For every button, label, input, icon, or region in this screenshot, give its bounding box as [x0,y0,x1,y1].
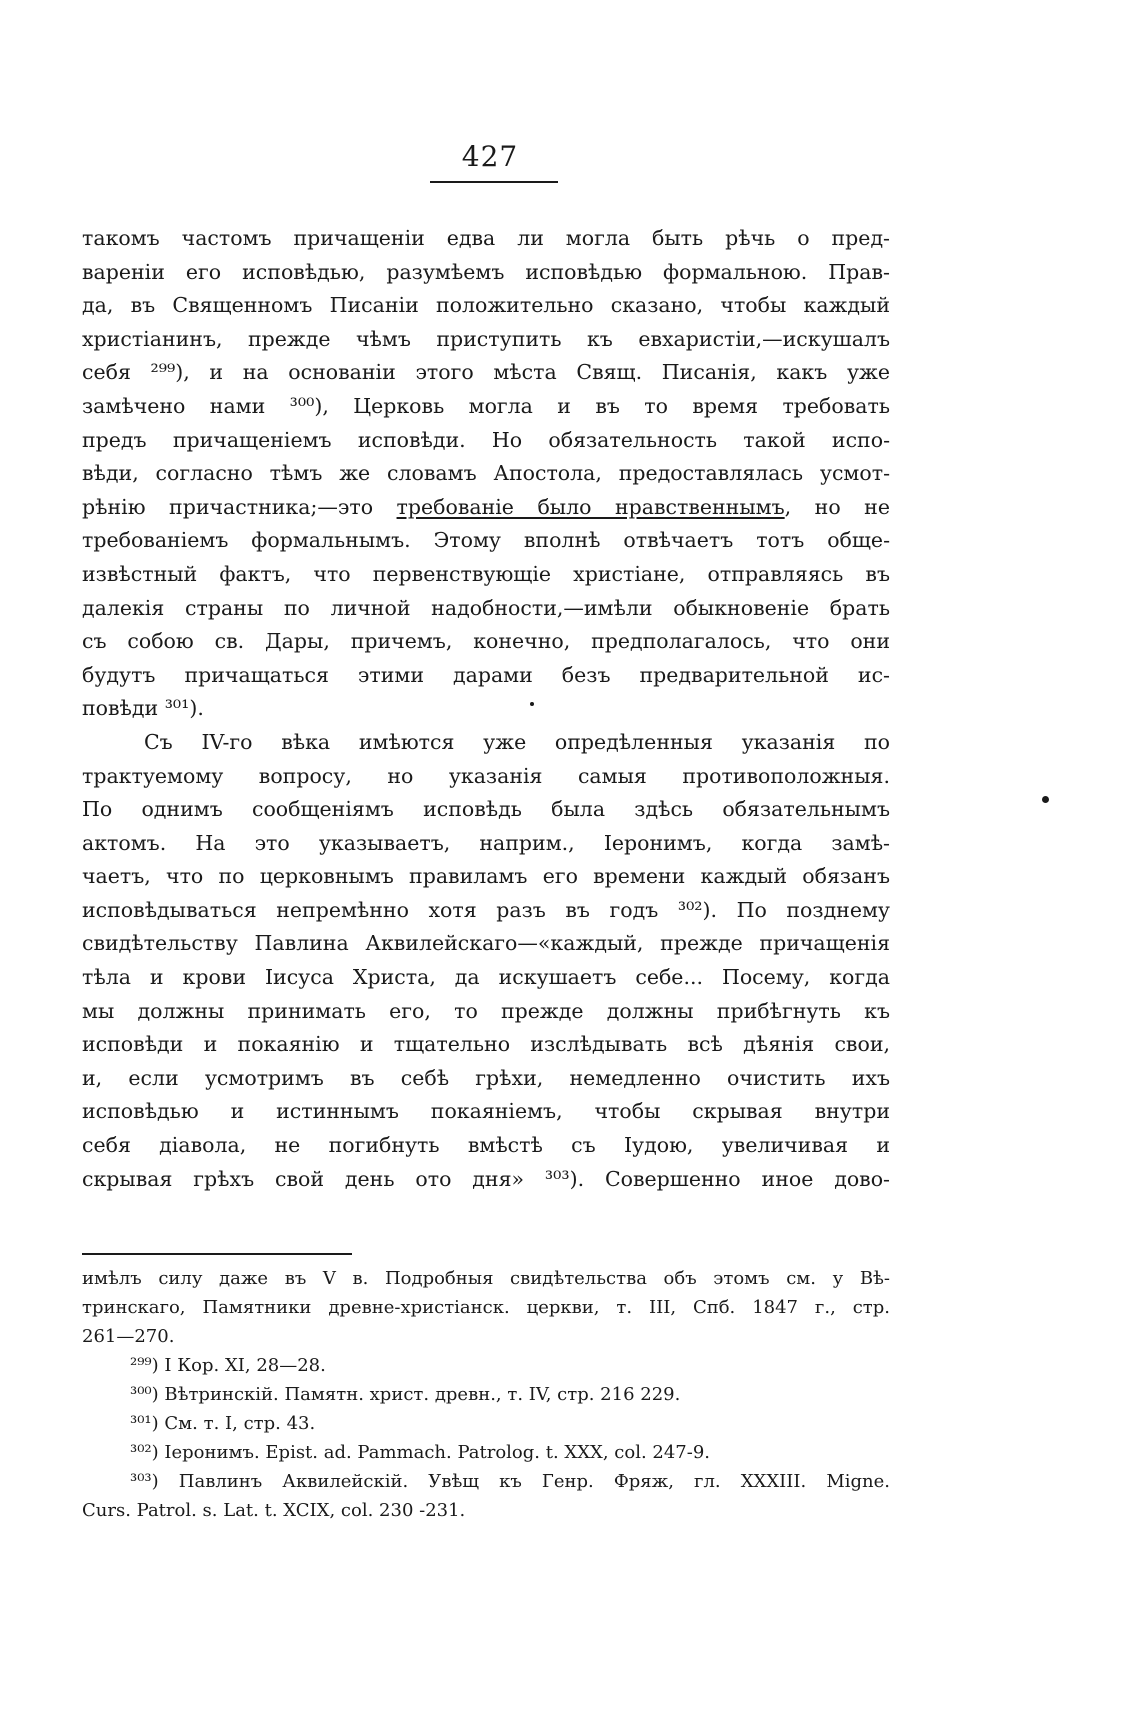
text-line: предъ причащеніемъ исповѣди. Но обязательность такой испо- [82,427,890,452]
text-line: исповѣдью и истиннымъ покаяніемъ, чтобы скрывая внутри [82,1099,890,1124]
text-line: По однимъ сообщеніямъ исповѣдь была здѣсь обязательнымъ [82,797,890,822]
text-line: такомъ частомъ причащеніи едва ли могла быть рѣчь о пред- [82,226,890,250]
footnotes [82,1264,890,1525]
text-line: трактуемому вопросу, но указанія самыя противоположныя. [82,763,890,788]
underlined-phrase: требованіе было нравственнымъ [396,494,785,519]
text-line: актомъ. На это указываетъ, наприм., Іеронимъ, когда замѣ- [82,830,890,855]
text-line: себя ²⁹⁹), и на основаніи этого мѣста Свящ. Писанія, какъ уже [82,360,890,385]
text-line: свидѣтельству Павлина Аквилейскаго—«каждый, прежде причащенія [82,931,890,956]
text-line: требованіемъ формальнымъ. Этому вполнѣ отвѣчаетъ тотъ обще- [82,528,890,553]
footnote-line: имѣлъ силу даже въ V в. Подробныя свидѣтельства объ этомъ см. у Вѣ- [82,1268,890,1289]
text-line: повѣди ³⁰¹). [82,696,204,721]
text-line: исповѣдываться непремѣнно хотя разъ въ годъ ³⁰²). По позднему [82,897,890,922]
text-line: Съ IV-го вѣка имѣются уже опредѣленныя указанія по [144,729,890,754]
text-line: извѣстный фактъ, что первенствующіе христіане, отправляясь въ [82,561,890,586]
text-line: съ собою св. Дары, причемъ, конечно, предполагалось, что они [82,629,890,654]
text-line: да, въ Священномъ Писаніи положительно сказано, чтобы каждый [82,293,890,318]
footnote-300: ³⁰⁰) Вѣтринскій. Памятн. христ. древн., т. IV, стр. 216 229. [130,1384,681,1405]
paragraph-1 [82,222,890,726]
footnote-separator [82,1253,352,1255]
text-line: скрывая грѣхъ свой день ото дня» ³⁰³). Совершенно иное дово- [82,1166,890,1191]
page-number: 427 [461,140,519,173]
text-line: мы должны принимать его, то прежде должны прибѣгнуть къ [82,998,890,1023]
footnote-line: 261—270. [82,1326,175,1347]
text-line: тѣла и крови Іисуса Христа, да искушаетъ себе... Посему, когда [82,965,890,990]
text-line: чаетъ, что по церковнымъ правиламъ его времени каждый обязанъ [82,864,890,889]
main-text [82,222,890,1196]
text-line: вѣди, согласно тѣмъ же словамъ Апостола, предоставлялась усмот- [82,461,890,486]
ink-dot [530,702,534,706]
text-line: исповѣди и покаянію и тщательно изслѣдывать всѣ дѣянія свои, [82,1032,890,1057]
footnote-line: тринскаго, Памятники древне-христіанск. церкви, т. III, Спб. 1847 г., стр. [82,1297,890,1318]
page-number-rule [430,181,558,183]
text-line: далекія страны по личной надобности,—имѣли обыкновеніе брать [82,595,890,620]
text-line: вареніи его исповѣдью, разумѣемъ исповѣдью формальною. Прав- [82,259,890,284]
footnote-301: ³⁰¹) См. т. I, стр. 43. [130,1413,316,1434]
text-segment: , но не [784,494,890,519]
text-line: и, если усмотримъ въ себѣ грѣхи, немедленно очистить ихъ [82,1065,890,1090]
text-line: себя діавола, не погибнуть вмѣстѣ съ Іудою, увеличивая и [82,1133,890,1158]
text-line: будутъ причащаться этими дарами безъ предварительной ис- [82,662,890,687]
footnote-303: ³⁰³) Павлинъ Аквилейскій. Увѣщ къ Генр. Фряж, гл. XXXIII. Migne. [130,1471,890,1492]
paragraph-2 [82,726,890,1196]
margin-ink-mark [1042,796,1049,803]
text-line-underlined [82,491,890,525]
footnote-302: ³⁰²) Іеронимъ. Epist. ad. Pammach. Patrolog. t. XXX, col. 247-9. [130,1442,711,1463]
text-line: замѣчено нами ³⁰⁰), Церковь могла и въ то время требовать [82,393,890,418]
text-segment: рѣнію причастника;—это [82,494,397,519]
footnote-line: Curs. Patrol. s. Lat. t. XCIX, col. 230 -231. [82,1500,466,1521]
text-line: христіанинъ, прежде чѣмъ приступить къ евхаристіи,—искушалъ [82,326,890,351]
footnote-299: ²⁹⁹) I Кор. XI, 28—28. [130,1355,326,1376]
